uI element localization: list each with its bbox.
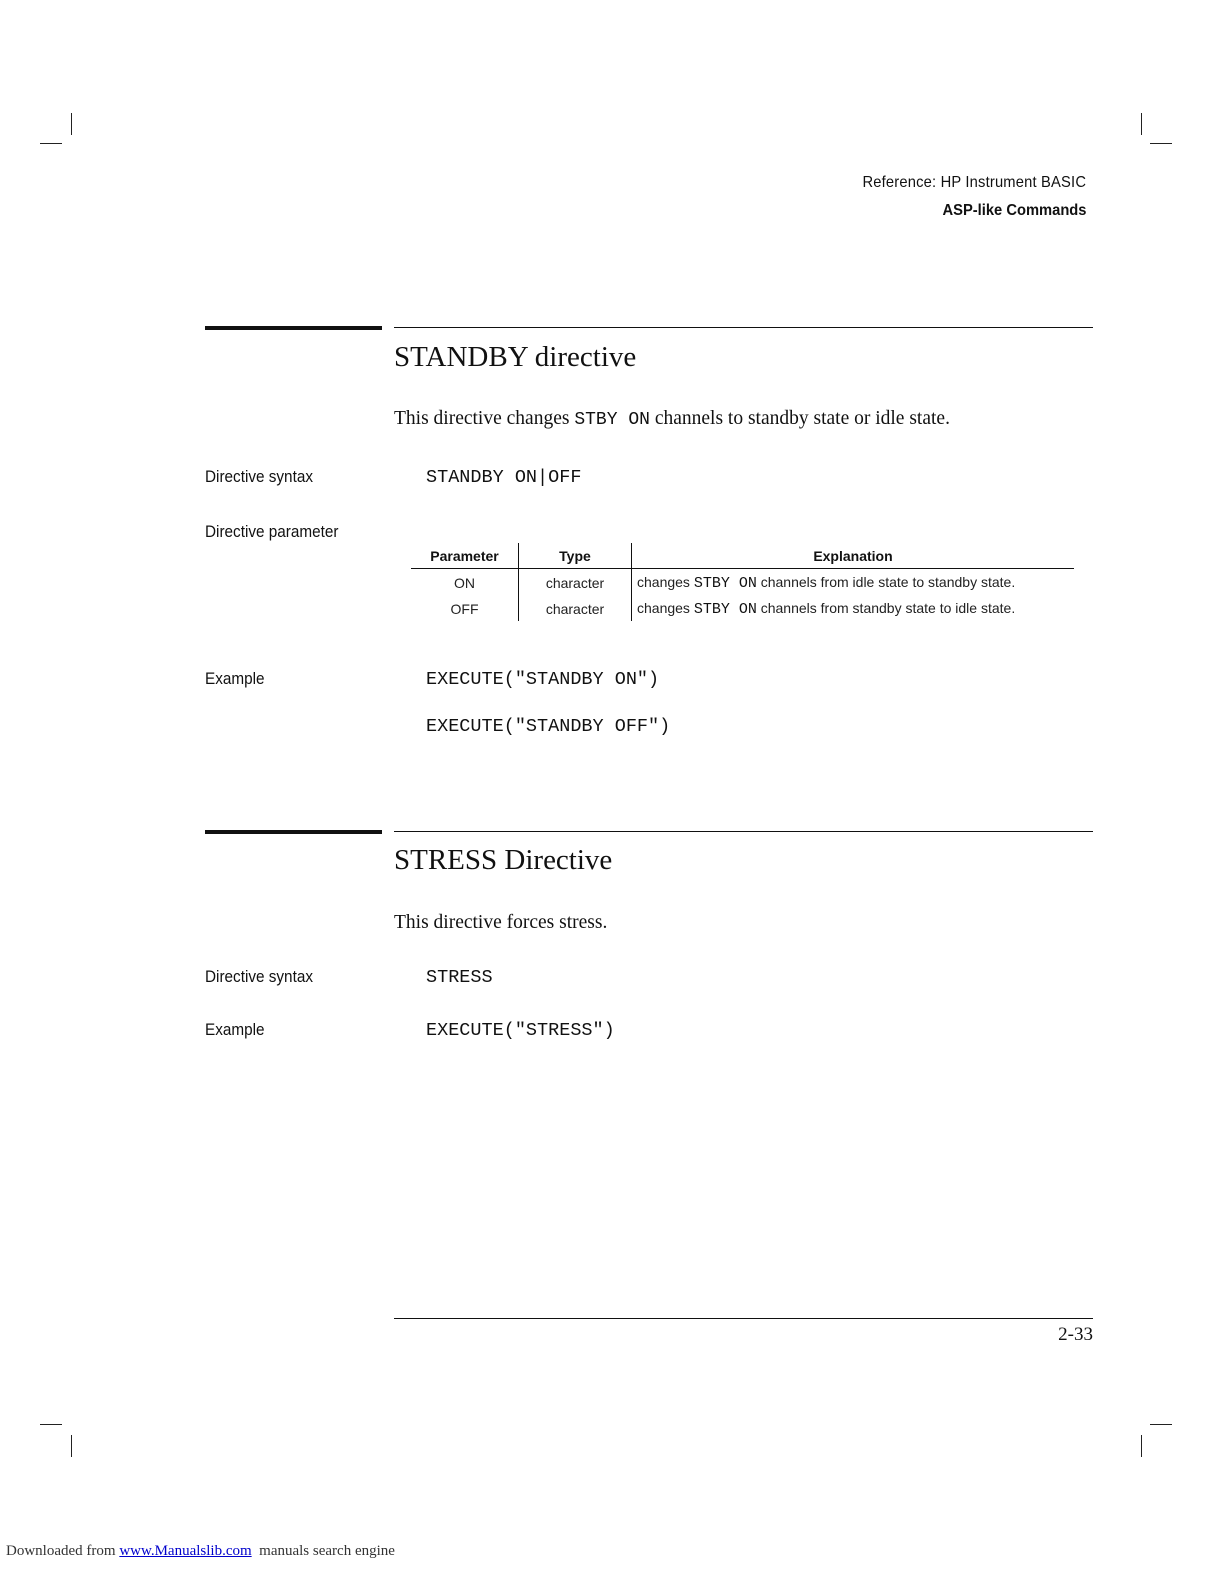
explanation-suffix: channels from standby state to idle state. xyxy=(756,599,1016,616)
section-rule-thin xyxy=(394,831,1093,832)
section-rule-thin xyxy=(394,327,1093,328)
footer-rule xyxy=(394,1318,1093,1319)
standby-title: STANDBY directive xyxy=(394,341,637,373)
crop-mark-top-right-h xyxy=(1150,143,1172,144)
parameter-table-wrap xyxy=(411,543,1074,621)
download-note-suffix: manuals search engine xyxy=(251,1543,395,1559)
section-rule-thick xyxy=(205,830,382,834)
standby-example-label: Example xyxy=(205,669,265,688)
explanation-code: STBY ON xyxy=(693,574,757,592)
table-cell-parameter: ON xyxy=(411,569,519,596)
crop-mark-bottom-right-v xyxy=(1141,1435,1142,1457)
running-header-reference: Reference: HP Instrument BASIC xyxy=(862,174,1086,191)
table-header-type: Type xyxy=(519,543,632,569)
stress-syntax-code: STRESS xyxy=(426,967,493,988)
stress-description: This directive forces stress. xyxy=(394,912,608,933)
table-cell-explanation xyxy=(632,569,1075,596)
standby-description-code: STBY ON xyxy=(574,410,650,430)
stress-title: STRESS Directive xyxy=(394,844,613,876)
explanation-code: STBY ON xyxy=(693,600,757,618)
table-header-parameter: Parameter xyxy=(411,543,519,569)
stress-example-label: Example xyxy=(205,1020,265,1039)
table-cell-type: character xyxy=(519,569,632,596)
running-header-section: ASP-like Commands xyxy=(942,202,1086,219)
crop-mark-top-right-v xyxy=(1141,113,1142,135)
stress-example-code: EXECUTE("STRESS") xyxy=(426,1020,615,1041)
table-header-explanation: Explanation xyxy=(632,543,1075,569)
table-cell-explanation xyxy=(632,595,1075,621)
standby-parameter-label: Directive parameter xyxy=(205,522,339,541)
explanation-prefix: changes xyxy=(637,599,694,616)
table-header-row xyxy=(411,543,1074,569)
table-row xyxy=(411,569,1074,596)
table-cell-parameter: OFF xyxy=(411,595,519,621)
crop-mark-bottom-right-h xyxy=(1150,1424,1172,1425)
parameter-table xyxy=(411,543,1074,621)
standby-example-code-1: EXECUTE("STANDBY ON") xyxy=(426,669,660,690)
section-rule-thick xyxy=(205,326,382,330)
crop-mark-bottom-left-v xyxy=(71,1435,72,1457)
explanation-prefix: changes xyxy=(637,573,694,590)
crop-mark-top-left-v xyxy=(71,113,72,135)
page-number: 2-33 xyxy=(1058,1324,1093,1345)
standby-description xyxy=(394,408,950,430)
standby-example-code-2: EXECUTE("STANDBY OFF") xyxy=(426,716,671,737)
manualslib-link[interactable]: www.Manualslib.com xyxy=(119,1543,252,1559)
standby-syntax-code: STANDBY ON|OFF xyxy=(426,467,582,488)
table-cell-type: character xyxy=(519,595,632,621)
download-note xyxy=(6,1543,395,1560)
crop-mark-bottom-left-h xyxy=(40,1424,62,1425)
explanation-suffix: channels from idle state to standby state. xyxy=(756,573,1016,590)
stress-syntax-label: Directive syntax xyxy=(205,967,313,986)
crop-mark-top-left-h xyxy=(40,143,62,144)
table-row xyxy=(411,595,1074,621)
download-note-prefix: Downloaded from xyxy=(6,1543,120,1559)
standby-syntax-label: Directive syntax xyxy=(205,467,313,486)
standby-description-prefix: This directive changes xyxy=(394,408,575,429)
standby-description-suffix: channels to standby state or idle state. xyxy=(649,408,950,429)
